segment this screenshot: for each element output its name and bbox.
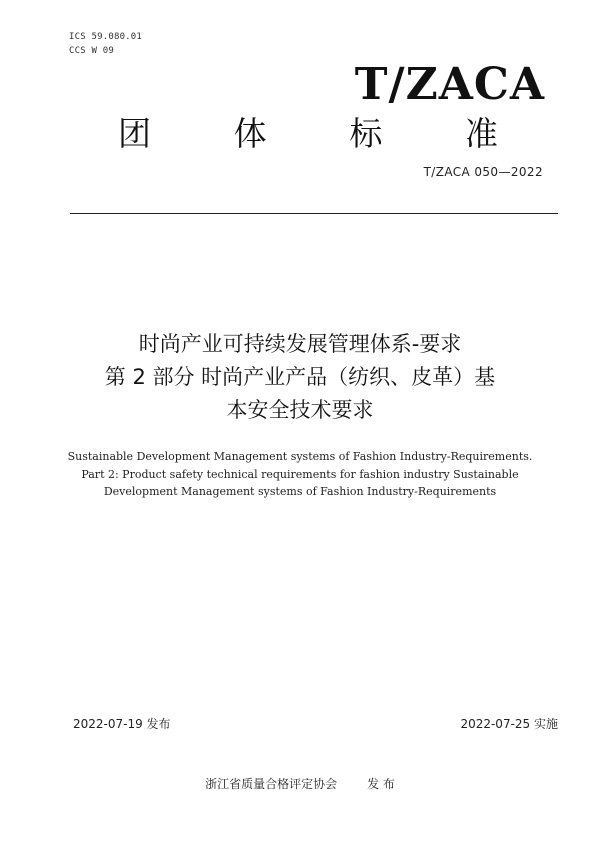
chinese-title-line: 第 2 部分 时尚产业产品（纺织、皮革）基	[104, 365, 496, 389]
english-title-line: Development Management systems of Fashion Industry-Requirements	[103, 485, 497, 498]
ccs-code: CCS W 09	[69, 46, 114, 56]
publisher-line	[0, 776, 600, 792]
english-title-line: Sustainable Development Management systems of Fashion Industry-Requirements.	[67, 450, 533, 463]
english-title-line: Part 2: Product safety technical requirements for fashion industry Sustainable	[81, 467, 519, 481]
chinese-title-line: 时尚产业可持续发展管理体系-要求	[138, 332, 462, 356]
implementation-date: 2022-07-25 实施	[460, 717, 558, 731]
standard-type-char: 准	[464, 114, 498, 153]
publisher-name: 浙江省质量合格评定协会	[205, 777, 338, 791]
standard-brand: T/ZACA	[354, 59, 545, 110]
document-number: T/ZACA 050—2022	[423, 165, 543, 179]
standard-type-heading	[118, 114, 498, 154]
standard-type-char: 标	[349, 114, 383, 153]
chinese-title	[60, 328, 540, 427]
standard-type-char: 团	[118, 114, 151, 153]
standard-type-char: 体	[233, 114, 267, 153]
english-title	[60, 448, 540, 501]
ics-code: ICS 59.080.01	[69, 32, 143, 42]
issue-date: 2022-07-19 发布	[73, 717, 171, 731]
header-divider	[70, 213, 558, 214]
classification-codes	[69, 30, 142, 58]
publisher-action: 发 布	[367, 777, 395, 791]
chinese-title-line: 本安全技术要求	[226, 398, 374, 422]
